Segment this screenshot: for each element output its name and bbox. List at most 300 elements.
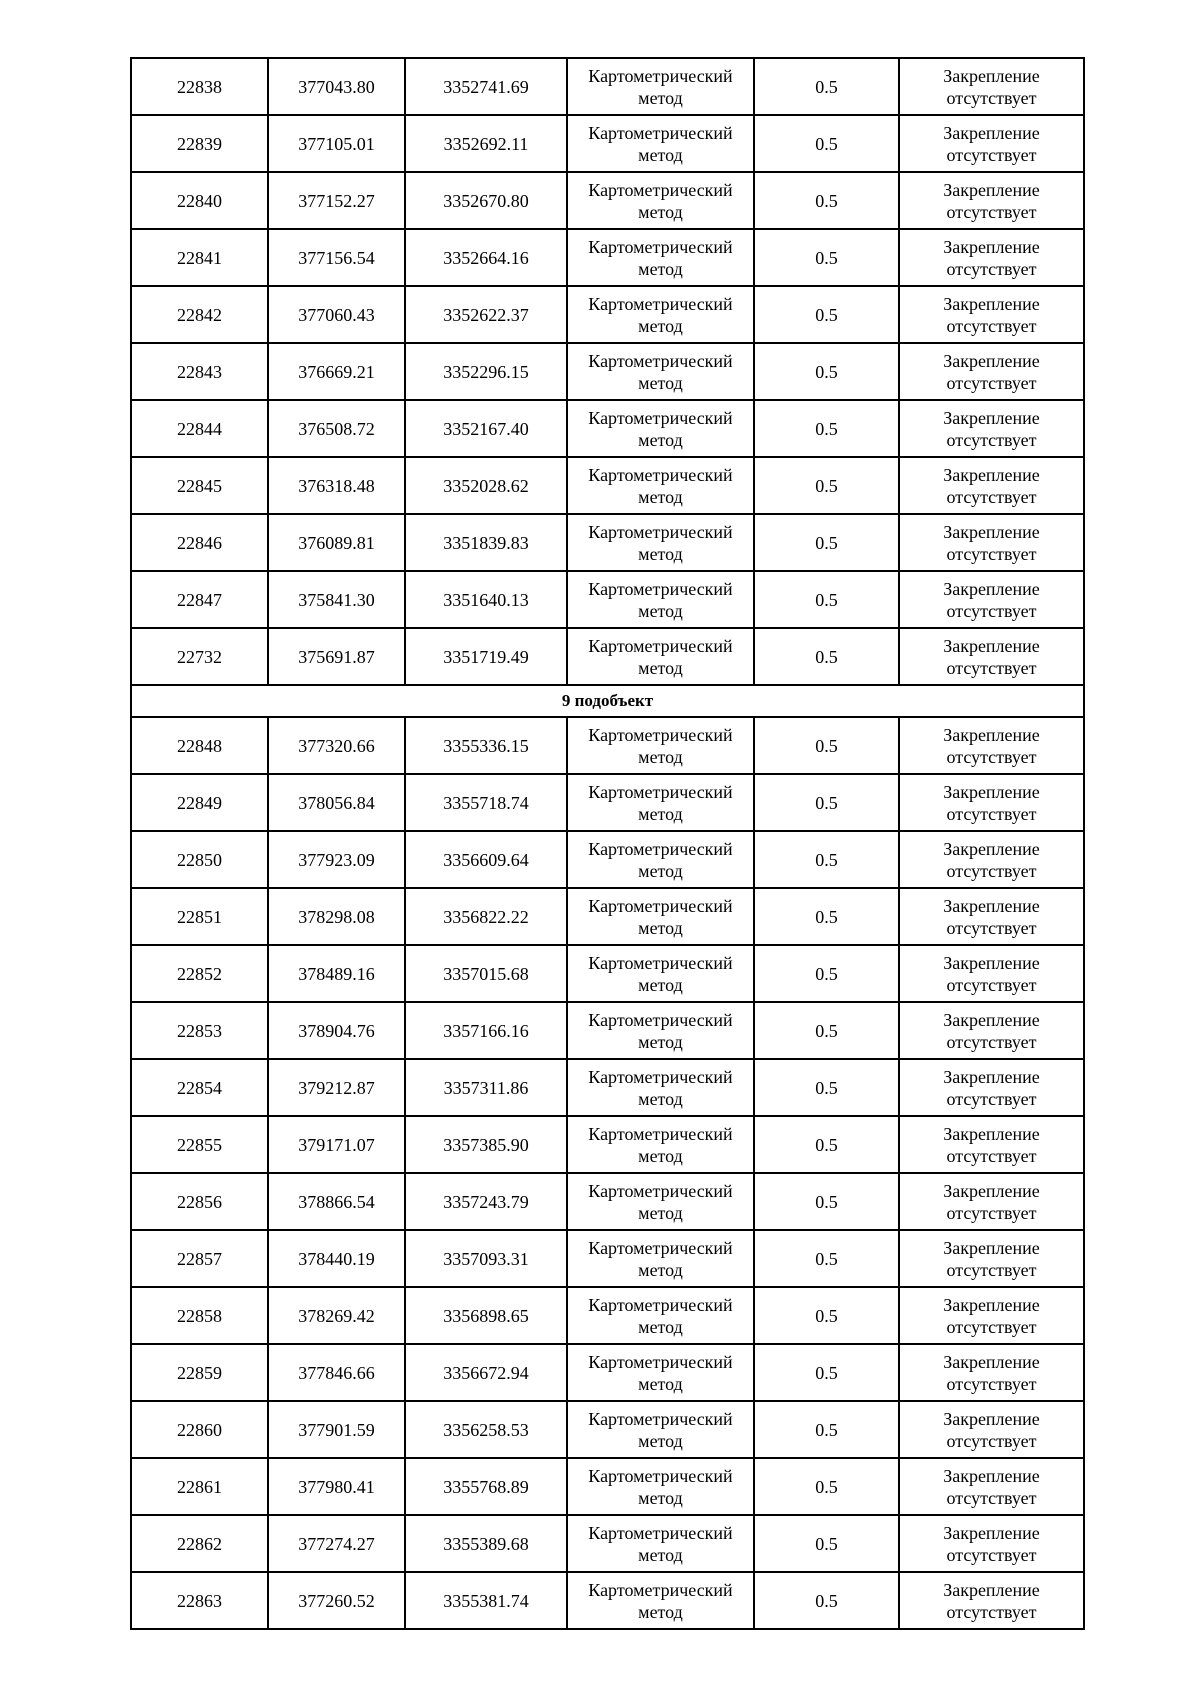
fixing-text-line2: отсутствует [946, 201, 1037, 222]
method-cell [567, 1515, 754, 1572]
x-coordinate-cell: 379171.07 [268, 1116, 405, 1173]
accuracy-cell: 0.5 [754, 1173, 899, 1230]
fixing-cell [899, 1002, 1084, 1059]
fixing-text-line2: отсутствует [946, 974, 1037, 995]
y-coordinate-cell: 3357385.90 [405, 1116, 567, 1173]
x-coordinate-cell: 377274.27 [268, 1515, 405, 1572]
accuracy-cell: 0.5 [754, 343, 899, 400]
x-coordinate-cell: 378269.42 [268, 1287, 405, 1344]
method-text-line2: метод [638, 1088, 683, 1109]
fixing-text-line1: Закрепление [943, 895, 1040, 916]
point-number-cell: 22847 [131, 571, 268, 628]
point-number-cell: 22844 [131, 400, 268, 457]
fixing-text-line2: отсутствует [946, 1031, 1037, 1052]
fixing-text-line2: отсутствует [946, 543, 1037, 564]
fixing-text-line2: отсутствует [946, 1202, 1037, 1223]
fixing-text-line1: Закрепление [943, 781, 1040, 802]
method-text-line1: Картометрический [588, 122, 733, 143]
method-cell [567, 571, 754, 628]
accuracy-cell: 0.5 [754, 1458, 899, 1515]
fixing-cell [899, 1059, 1084, 1116]
method-cell [567, 1116, 754, 1173]
fixing-text-line1: Закрепление [943, 1294, 1040, 1315]
point-number-cell: 22838 [131, 58, 268, 115]
fixing-text-line2: отсутствует [946, 746, 1037, 767]
method-cell [567, 628, 754, 685]
method-cell [567, 1059, 754, 1116]
point-number-cell: 22848 [131, 717, 268, 774]
method-text-line1: Картометрический [588, 838, 733, 859]
fixing-text-line2: отсутствует [946, 1544, 1037, 1565]
fixing-text-line1: Закрепление [943, 1237, 1040, 1258]
method-text-line1: Картометрический [588, 1579, 733, 1600]
x-coordinate-cell: 378056.84 [268, 774, 405, 831]
method-text-line2: метод [638, 144, 683, 165]
method-text-line1: Картометрический [588, 724, 733, 745]
point-number-cell: 22845 [131, 457, 268, 514]
y-coordinate-cell: 3352741.69 [405, 58, 567, 115]
fixing-cell [899, 343, 1084, 400]
point-number-cell: 22861 [131, 1458, 268, 1515]
fixing-text-line1: Закрепление [943, 179, 1040, 200]
fixing-cell [899, 1572, 1084, 1629]
fixing-cell [899, 58, 1084, 115]
y-coordinate-cell: 3356822.22 [405, 888, 567, 945]
point-number-cell: 22860 [131, 1401, 268, 1458]
fixing-cell [899, 774, 1084, 831]
method-cell [567, 831, 754, 888]
point-number-cell: 22849 [131, 774, 268, 831]
method-text-line2: метод [638, 486, 683, 507]
method-text-line2: метод [638, 657, 683, 678]
fixing-text-line1: Закрепление [943, 350, 1040, 371]
method-text-line1: Картометрический [588, 350, 733, 371]
point-number-cell: 22859 [131, 1344, 268, 1401]
x-coordinate-cell: 375841.30 [268, 571, 405, 628]
x-coordinate-cell: 376318.48 [268, 457, 405, 514]
fixing-text-line1: Закрепление [943, 1123, 1040, 1144]
method-text-line1: Картометрический [588, 521, 733, 542]
accuracy-cell: 0.5 [754, 1515, 899, 1572]
table-row [131, 172, 1084, 229]
point-number-cell: 22857 [131, 1230, 268, 1287]
y-coordinate-cell: 3355389.68 [405, 1515, 567, 1572]
y-coordinate-cell: 3355768.89 [405, 1458, 567, 1515]
table-row [131, 945, 1084, 1002]
accuracy-cell: 0.5 [754, 717, 899, 774]
x-coordinate-cell: 375691.87 [268, 628, 405, 685]
table-row [131, 1173, 1084, 1230]
fixing-text-line1: Закрепление [943, 578, 1040, 599]
method-text-line2: метод [638, 87, 683, 108]
fixing-text-line1: Закрепление [943, 1408, 1040, 1429]
accuracy-cell: 0.5 [754, 229, 899, 286]
y-coordinate-cell: 3352692.11 [405, 115, 567, 172]
method-text-line2: метод [638, 1430, 683, 1451]
fixing-cell [899, 1230, 1084, 1287]
fixing-text-line2: отсутствует [946, 1145, 1037, 1166]
point-number-cell: 22853 [131, 1002, 268, 1059]
x-coordinate-cell: 377105.01 [268, 115, 405, 172]
table-row [131, 1287, 1084, 1344]
method-text-line1: Картометрический [588, 293, 733, 314]
fixing-text-line1: Закрепление [943, 635, 1040, 656]
method-text-line2: метод [638, 372, 683, 393]
fixing-cell [899, 1344, 1084, 1401]
fixing-text-line2: отсутствует [946, 315, 1037, 336]
accuracy-cell: 0.5 [754, 831, 899, 888]
method-text-line2: метод [638, 1487, 683, 1508]
method-cell [567, 58, 754, 115]
table-row [131, 888, 1084, 945]
table-row [131, 1572, 1084, 1629]
accuracy-cell: 0.5 [754, 945, 899, 1002]
method-cell [567, 172, 754, 229]
method-cell [567, 1344, 754, 1401]
fixing-text-line2: отсутствует [946, 1316, 1037, 1337]
method-cell [567, 1173, 754, 1230]
table-row [131, 1002, 1084, 1059]
x-coordinate-cell: 379212.87 [268, 1059, 405, 1116]
y-coordinate-cell: 3356258.53 [405, 1401, 567, 1458]
method-cell [567, 945, 754, 1002]
fixing-cell [899, 115, 1084, 172]
fixing-text-line2: отсутствует [946, 600, 1037, 621]
accuracy-cell: 0.5 [754, 1002, 899, 1059]
x-coordinate-cell: 376089.81 [268, 514, 405, 571]
fixing-cell [899, 1458, 1084, 1515]
method-text-line1: Картометрический [588, 1237, 733, 1258]
method-text-line1: Картометрический [588, 635, 733, 656]
fixing-text-line1: Закрепление [943, 1465, 1040, 1486]
method-text-line1: Картометрический [588, 464, 733, 485]
fixing-text-line2: отсутствует [946, 87, 1037, 108]
x-coordinate-cell: 378489.16 [268, 945, 405, 1002]
point-number-cell: 22855 [131, 1116, 268, 1173]
fixing-cell [899, 888, 1084, 945]
x-coordinate-cell: 378904.76 [268, 1002, 405, 1059]
method-text-line2: метод [638, 746, 683, 767]
y-coordinate-cell: 3352664.16 [405, 229, 567, 286]
method-text-line2: метод [638, 1316, 683, 1337]
method-text-line1: Картометрический [588, 895, 733, 916]
y-coordinate-cell: 3351719.49 [405, 628, 567, 685]
table-row [131, 115, 1084, 172]
fixing-cell [899, 229, 1084, 286]
method-cell [567, 1230, 754, 1287]
x-coordinate-cell: 377320.66 [268, 717, 405, 774]
method-text-line2: метод [638, 974, 683, 995]
coordinates-table-body [131, 58, 1084, 1629]
method-cell [567, 286, 754, 343]
point-number-cell: 22852 [131, 945, 268, 1002]
method-text-line2: метод [638, 1202, 683, 1223]
y-coordinate-cell: 3355718.74 [405, 774, 567, 831]
method-text-line1: Картометрический [588, 1009, 733, 1030]
fixing-cell [899, 1116, 1084, 1173]
x-coordinate-cell: 377901.59 [268, 1401, 405, 1458]
table-row [131, 571, 1084, 628]
table-row [131, 1116, 1084, 1173]
x-coordinate-cell: 378298.08 [268, 888, 405, 945]
y-coordinate-cell: 3355336.15 [405, 717, 567, 774]
fixing-text-line2: отсутствует [946, 860, 1037, 881]
fixing-text-line1: Закрепление [943, 952, 1040, 973]
y-coordinate-cell: 3351640.13 [405, 571, 567, 628]
fixing-text-line1: Закрепление [943, 838, 1040, 859]
fixing-cell [899, 571, 1084, 628]
accuracy-cell: 0.5 [754, 172, 899, 229]
method-text-line1: Картометрический [588, 578, 733, 599]
method-cell [567, 888, 754, 945]
method-text-line2: метод [638, 1259, 683, 1280]
method-text-line2: метод [638, 1544, 683, 1565]
x-coordinate-cell: 377156.54 [268, 229, 405, 286]
table-row [131, 774, 1084, 831]
accuracy-cell: 0.5 [754, 1116, 899, 1173]
method-text-line1: Картометрический [588, 1465, 733, 1486]
fixing-text-line1: Закрепление [943, 122, 1040, 143]
method-text-line1: Картометрический [588, 781, 733, 802]
fixing-text-line2: отсутствует [946, 1259, 1037, 1280]
accuracy-cell: 0.5 [754, 286, 899, 343]
method-text-line2: метод [638, 1031, 683, 1052]
y-coordinate-cell: 3352296.15 [405, 343, 567, 400]
method-text-line2: метод [638, 1373, 683, 1394]
fixing-text-line2: отсутствует [946, 429, 1037, 450]
accuracy-cell: 0.5 [754, 628, 899, 685]
fixing-text-line2: отсутствует [946, 1373, 1037, 1394]
table-row [131, 1458, 1084, 1515]
method-text-line1: Картометрический [588, 1294, 733, 1315]
y-coordinate-cell: 3355381.74 [405, 1572, 567, 1629]
accuracy-cell: 0.5 [754, 1287, 899, 1344]
fixing-text-line1: Закрепление [943, 1579, 1040, 1600]
coordinates-table [130, 57, 1085, 1630]
point-number-cell: 22732 [131, 628, 268, 685]
point-number-cell: 22856 [131, 1173, 268, 1230]
fixing-cell [899, 286, 1084, 343]
fixing-cell [899, 628, 1084, 685]
fixing-cell [899, 1173, 1084, 1230]
x-coordinate-cell: 376669.21 [268, 343, 405, 400]
accuracy-cell: 0.5 [754, 1059, 899, 1116]
method-cell [567, 343, 754, 400]
accuracy-cell: 0.5 [754, 1572, 899, 1629]
accuracy-cell: 0.5 [754, 1230, 899, 1287]
accuracy-cell: 0.5 [754, 115, 899, 172]
table-row [131, 1401, 1084, 1458]
method-text-line1: Картометрический [588, 952, 733, 973]
method-text-line2: метод [638, 860, 683, 881]
y-coordinate-cell: 3352028.62 [405, 457, 567, 514]
table-row [131, 1230, 1084, 1287]
method-text-line1: Картометрический [588, 407, 733, 428]
method-text-line2: метод [638, 917, 683, 938]
x-coordinate-cell: 377043.80 [268, 58, 405, 115]
accuracy-cell: 0.5 [754, 514, 899, 571]
y-coordinate-cell: 3356898.65 [405, 1287, 567, 1344]
x-coordinate-cell: 377846.66 [268, 1344, 405, 1401]
point-number-cell: 22862 [131, 1515, 268, 1572]
fixing-text-line2: отсутствует [946, 1487, 1037, 1508]
fixing-cell [899, 717, 1084, 774]
accuracy-cell: 0.5 [754, 58, 899, 115]
section-title: 9 подобъект [131, 685, 1084, 717]
table-row [131, 58, 1084, 115]
fixing-text-line2: отсутствует [946, 1601, 1037, 1622]
fixing-text-line1: Закрепление [943, 1009, 1040, 1030]
method-text-line2: метод [638, 1145, 683, 1166]
method-text-line1: Картометрический [588, 236, 733, 257]
point-number-cell: 22841 [131, 229, 268, 286]
method-cell [567, 1287, 754, 1344]
method-cell [567, 514, 754, 571]
x-coordinate-cell: 377923.09 [268, 831, 405, 888]
point-number-cell: 22850 [131, 831, 268, 888]
fixing-text-line2: отсутствует [946, 372, 1037, 393]
method-cell [567, 717, 754, 774]
table-row [131, 1059, 1084, 1116]
table-row [131, 717, 1084, 774]
x-coordinate-cell: 378440.19 [268, 1230, 405, 1287]
accuracy-cell: 0.5 [754, 400, 899, 457]
method-cell [567, 1458, 754, 1515]
table-row [131, 400, 1084, 457]
x-coordinate-cell: 377980.41 [268, 1458, 405, 1515]
method-text-line1: Картометрический [588, 1408, 733, 1429]
y-coordinate-cell: 3356672.94 [405, 1344, 567, 1401]
table-row [131, 1344, 1084, 1401]
table-row [131, 229, 1084, 286]
method-cell [567, 229, 754, 286]
fixing-text-line2: отсутствует [946, 803, 1037, 824]
fixing-cell [899, 1515, 1084, 1572]
fixing-text-line1: Закрепление [943, 521, 1040, 542]
point-number-cell: 22854 [131, 1059, 268, 1116]
y-coordinate-cell: 3357166.16 [405, 1002, 567, 1059]
fixing-cell [899, 1401, 1084, 1458]
method-cell [567, 457, 754, 514]
y-coordinate-cell: 3357311.86 [405, 1059, 567, 1116]
y-coordinate-cell: 3357015.68 [405, 945, 567, 1002]
point-number-cell: 22840 [131, 172, 268, 229]
fixing-text-line2: отсутствует [946, 917, 1037, 938]
method-text-line2: метод [638, 201, 683, 222]
accuracy-cell: 0.5 [754, 457, 899, 514]
table-row [131, 628, 1084, 685]
table-row [131, 514, 1084, 571]
fixing-cell [899, 457, 1084, 514]
point-number-cell: 22839 [131, 115, 268, 172]
fixing-cell [899, 400, 1084, 457]
method-cell [567, 1002, 754, 1059]
fixing-text-line1: Закрепление [943, 1180, 1040, 1201]
fixing-text-line2: отсутствует [946, 486, 1037, 507]
method-text-line2: метод [638, 543, 683, 564]
fixing-text-line1: Закрепление [943, 65, 1040, 86]
method-cell [567, 1401, 754, 1458]
fixing-text-line2: отсутствует [946, 1088, 1037, 1109]
method-text-line2: метод [638, 1601, 683, 1622]
fixing-text-line1: Закрепление [943, 1522, 1040, 1543]
accuracy-cell: 0.5 [754, 1401, 899, 1458]
fixing-text-line2: отсутствует [946, 258, 1037, 279]
fixing-text-line1: Закрепление [943, 407, 1040, 428]
y-coordinate-cell: 3356609.64 [405, 831, 567, 888]
method-cell [567, 1572, 754, 1629]
x-coordinate-cell: 377060.43 [268, 286, 405, 343]
fixing-cell [899, 831, 1084, 888]
method-cell [567, 774, 754, 831]
fixing-text-line2: отсутствует [946, 657, 1037, 678]
method-text-line1: Картометрический [588, 1123, 733, 1144]
method-text-line2: метод [638, 258, 683, 279]
accuracy-cell: 0.5 [754, 888, 899, 945]
fixing-cell [899, 514, 1084, 571]
method-text-line2: метод [638, 429, 683, 450]
fixing-text-line1: Закрепление [943, 236, 1040, 257]
x-coordinate-cell: 378866.54 [268, 1173, 405, 1230]
x-coordinate-cell: 377260.52 [268, 1572, 405, 1629]
fixing-text-line1: Закрепление [943, 464, 1040, 485]
section-header-row [131, 685, 1084, 717]
table-row [131, 343, 1084, 400]
y-coordinate-cell: 3357093.31 [405, 1230, 567, 1287]
y-coordinate-cell: 3357243.79 [405, 1173, 567, 1230]
fixing-text-line1: Закрепление [943, 293, 1040, 314]
method-cell [567, 115, 754, 172]
accuracy-cell: 0.5 [754, 774, 899, 831]
fixing-text-line2: отсутствует [946, 144, 1037, 165]
point-number-cell: 22851 [131, 888, 268, 945]
y-coordinate-cell: 3352670.80 [405, 172, 567, 229]
accuracy-cell: 0.5 [754, 1344, 899, 1401]
point-number-cell: 22843 [131, 343, 268, 400]
table-row [131, 831, 1084, 888]
method-text-line1: Картометрический [588, 1180, 733, 1201]
table-row [131, 286, 1084, 343]
fixing-text-line2: отсутствует [946, 1430, 1037, 1451]
method-text-line2: метод [638, 803, 683, 824]
fixing-cell [899, 1287, 1084, 1344]
table-row [131, 457, 1084, 514]
y-coordinate-cell: 3351839.83 [405, 514, 567, 571]
method-text-line1: Картометрический [588, 1522, 733, 1543]
method-cell [567, 400, 754, 457]
method-text-line1: Картометрический [588, 65, 733, 86]
point-number-cell: 22863 [131, 1572, 268, 1629]
x-coordinate-cell: 377152.27 [268, 172, 405, 229]
method-text-line2: метод [638, 315, 683, 336]
fixing-text-line1: Закрепление [943, 1351, 1040, 1372]
y-coordinate-cell: 3352167.40 [405, 400, 567, 457]
fixing-text-line1: Закрепление [943, 1066, 1040, 1087]
table-row [131, 1515, 1084, 1572]
fixing-cell [899, 945, 1084, 1002]
method-text-line1: Картометрический [588, 1351, 733, 1372]
method-text-line1: Картометрический [588, 179, 733, 200]
method-text-line1: Картометрический [588, 1066, 733, 1087]
y-coordinate-cell: 3352622.37 [405, 286, 567, 343]
fixing-text-line1: Закрепление [943, 724, 1040, 745]
point-number-cell: 22842 [131, 286, 268, 343]
point-number-cell: 22846 [131, 514, 268, 571]
method-text-line2: метод [638, 600, 683, 621]
x-coordinate-cell: 376508.72 [268, 400, 405, 457]
fixing-cell [899, 172, 1084, 229]
point-number-cell: 22858 [131, 1287, 268, 1344]
